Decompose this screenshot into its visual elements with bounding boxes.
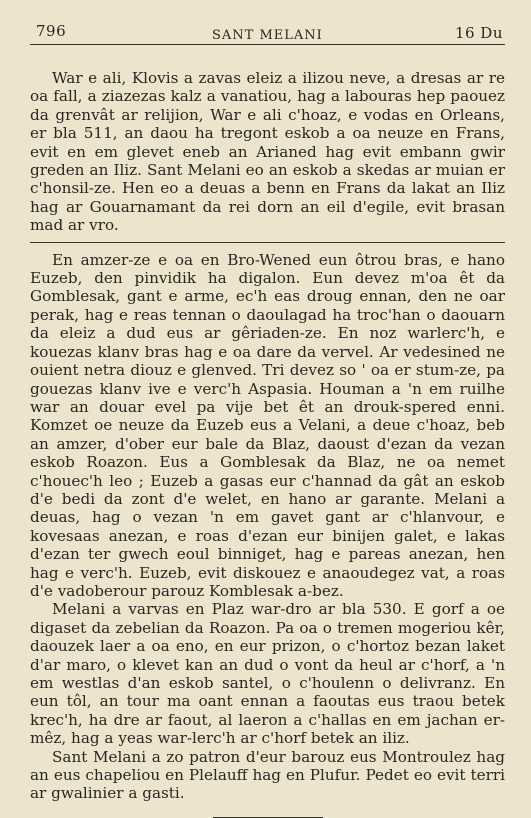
paragraph: Melani a varvas en Plaz war-dro ar bla 530. E gorf a oe digaset da zebelian da Roazon. Pa oa o tremen mogeriou kêr, daouzek laer a oa eno, en eur prizon, o c'hortoz bezan laket d'ar maro, o klevet kan an dud o vont da heul ar c'horf, a 'n em westlas d'an eskob santel, o c'houlenn o delivranz. En eun tôl, an tour ma oant ennan a faoutas eus traou betek krec'h, ha dre ar faout, al laeron a c'hallas en em jachan er-mêz, hag a yeas war-lerc'h ar c'horf betek an iliz. [30, 600, 505, 748]
page-number: 796 [36, 22, 67, 40]
header-date: 16 Du [454, 24, 503, 42]
page-header [30, 18, 505, 42]
paragraph: Sant Melani a zo patron d'eur barouz eus Montroulez hag an eus chapeliou en Plelauff hag en Plufur. Pedet eo evit terri ar gwalinier a gasti. [30, 747, 505, 803]
paragraph: En amzer-ze e oa en Bro-Wened eun ôtrou bras, e hano Euzeb, den pinvidik ha digalon. Eun devez m'oa êt da Gomblesak, gant e arme, ec'h eas droug ennan, den ne oar perak, hag e reas tennan o daoulagad ha troc'han o daouarn da eleiz a dud eus ar gêriaden-ze. En noz warlerc'h, e kouezas klanv bras hag e oa dare da vervel. Ar vedesined ne ouient netra diouz e glenved. Tri devez so ' oa er stum-ze, pa gouezas klanv ive e verc'h Aspasia. Houman a 'n em ruilhe war an douar evel pa vije bet êt an drouk-spered enni. Komzet oe neuze da Euzeb eus a Velani, a deue c'hoaz, beb an amzer, d'ober eur bale da Blaz, daoust d'ezan da vezan eskob Roazon. Eus a Gomblesak da Blaz, ne oa nemet c'houec'h leo ; Euzeb a gasas eur c'hannad da gât an eskob d'e bedi da zont d'e welet, en hano ar garante. Melani a deuas, hag o vezan 'n em gavet gant ar c'hlanvour, e kovesaas anezan, e roas d'ezan eur binijen galet, e lakas d'ezan ter gwech eoul binniget, hag e pareas anezan, hen hag e verc'h. Euzeb, evit diskouez e anaoudegez vat, a roas d'e vadoberour parouz Komblesak a-bez. [30, 250, 505, 600]
section-divider [30, 242, 505, 243]
paragraph: War e ali, Klovis a zavas eleiz a ilizou neve, a dresas ar re oa fall, a ziazezas kalz a vanatiou, hag a labouras hep paouez da grenvât ar relijion, War e ali c'hoaz, e vodas en Orleans, er bla 511, an daou ha tregont eskob a oa neuze en Frans, evit en em glevet eneb an Arianed hag evit embann gwir greden an Iliz. Sant Melani eo an eskob a skedas ar muian er c'honsil-ze. Hen eo a deuas a benn en Frans da lakat an Iliz hag ar Gouarnamant da rei dorn an eil d'egile, evit brasan mad ar vro. [30, 69, 505, 235]
running-title: SANT MELANI [212, 28, 323, 43]
body-text [30, 69, 505, 818]
header-rule [30, 44, 505, 45]
